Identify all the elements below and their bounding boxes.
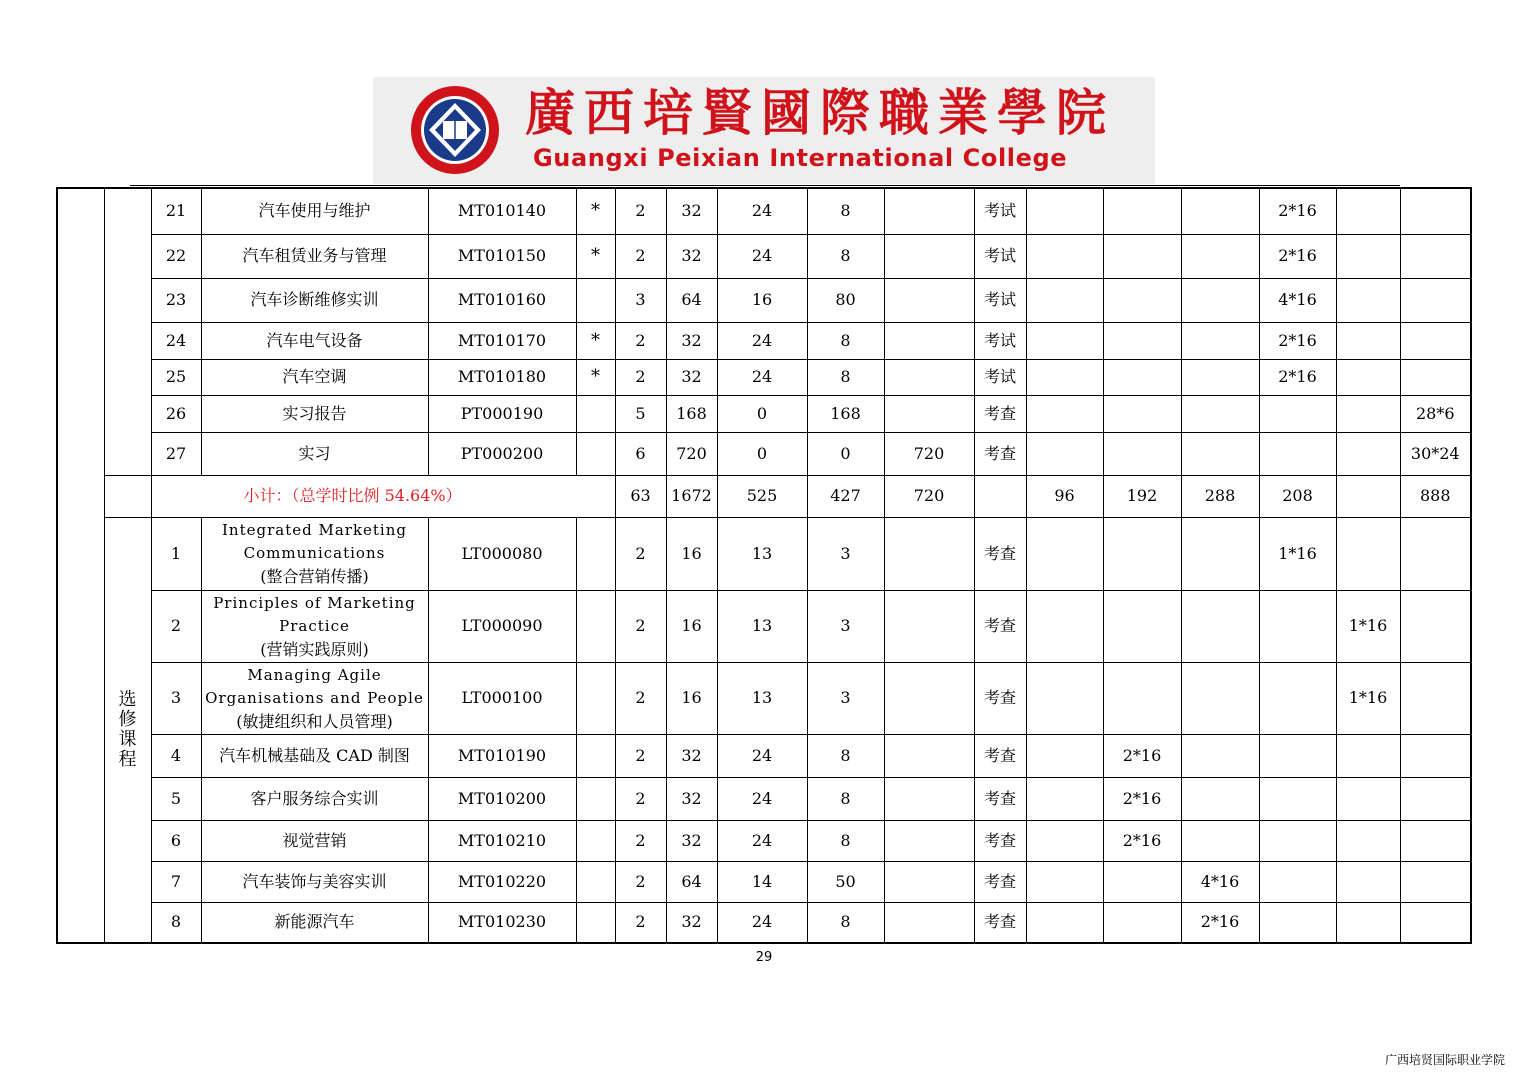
total-hours: 64 — [666, 861, 717, 902]
elective-category-label — [104, 517, 151, 943]
credit: 2 — [615, 777, 666, 820]
subtotal-assess — [974, 475, 1026, 517]
theory-hours: 13 — [717, 590, 807, 662]
intensive-hours — [884, 734, 974, 777]
table-row — [57, 395, 1471, 432]
subtotal-semester-5 — [1336, 475, 1400, 517]
semester-6 — [1400, 322, 1471, 359]
total-hours: 32 — [666, 359, 717, 395]
intensive-hours — [884, 359, 974, 395]
core-mark — [576, 278, 615, 322]
course-name-chinese: (整合营销传播) — [260, 567, 369, 586]
theory-hours: 24 — [717, 322, 807, 359]
semester-3 — [1181, 395, 1259, 432]
semester-1 — [1026, 517, 1103, 590]
table-row — [57, 590, 1471, 662]
course-name: 视觉营销 — [201, 820, 428, 861]
course-code: PT000200 — [428, 432, 576, 475]
semester-4 — [1259, 820, 1336, 861]
course-code: MT010190 — [428, 734, 576, 777]
practice-hours: 3 — [807, 517, 884, 590]
semester-5 — [1336, 777, 1400, 820]
total-hours: 32 — [666, 734, 717, 777]
core-mark — [576, 590, 615, 662]
semester-2 — [1103, 432, 1181, 475]
subtotal-credit: 63 — [615, 475, 666, 517]
practice-hours: 8 — [807, 234, 884, 278]
semester-1 — [1026, 902, 1103, 943]
semester-5 — [1336, 820, 1400, 861]
semester-1 — [1026, 359, 1103, 395]
semester-5 — [1336, 517, 1400, 590]
semester-2: 2*16 — [1103, 820, 1181, 861]
total-hours: 32 — [666, 777, 717, 820]
semester-4 — [1259, 777, 1336, 820]
semester-1 — [1026, 234, 1103, 278]
intensive-hours — [884, 662, 974, 734]
semester-3 — [1181, 820, 1259, 861]
semester-1 — [1026, 777, 1103, 820]
credit: 2 — [615, 662, 666, 734]
footer-school-name: 广西培贤国际职业学院 — [1384, 1053, 1505, 1067]
semester-3 — [1181, 590, 1259, 662]
assessment-method: 考试 — [974, 234, 1026, 278]
semester-3 — [1181, 359, 1259, 395]
semester-6: 30*24 — [1400, 432, 1471, 475]
semester-4 — [1259, 662, 1336, 734]
course-name: 实习报告 — [201, 395, 428, 432]
assessment-method: 考查 — [974, 820, 1026, 861]
intensive-hours — [884, 861, 974, 902]
core-mark — [576, 432, 615, 475]
course-number: 5 — [151, 777, 201, 820]
course-name-english: Integrated Marketing Communications — [221, 521, 407, 562]
intensive-hours — [884, 234, 974, 278]
theory-hours: 0 — [717, 432, 807, 475]
semester-4: 2*16 — [1259, 188, 1336, 234]
course-number: 27 — [151, 432, 201, 475]
course-number: 2 — [151, 590, 201, 662]
semester-3: 4*16 — [1181, 861, 1259, 902]
credit: 2 — [615, 188, 666, 234]
course-number: 25 — [151, 359, 201, 395]
course-name: 汽车租赁业务与管理 — [201, 234, 428, 278]
semester-2 — [1103, 861, 1181, 902]
semester-1 — [1026, 820, 1103, 861]
semester-2 — [1103, 278, 1181, 322]
subtotal-semester-1: 96 — [1026, 475, 1103, 517]
course-number: 8 — [151, 902, 201, 943]
practice-hours: 3 — [807, 590, 884, 662]
theory-hours: 13 — [717, 662, 807, 734]
credit: 2 — [615, 590, 666, 662]
intensive-hours — [884, 590, 974, 662]
course-number: 6 — [151, 820, 201, 861]
table-row — [57, 861, 1471, 902]
intensive-hours — [884, 777, 974, 820]
assessment-method: 考查 — [974, 902, 1026, 943]
table-row — [57, 777, 1471, 820]
practice-hours: 8 — [807, 777, 884, 820]
semester-6 — [1400, 820, 1471, 861]
table-row — [57, 734, 1471, 777]
core-mark: * — [576, 188, 615, 234]
total-hours: 32 — [666, 322, 717, 359]
core-mark — [576, 734, 615, 777]
course-name: 汽车装饰与美容实训 — [201, 861, 428, 902]
course-code: PT000190 — [428, 395, 576, 432]
semester-3 — [1181, 734, 1259, 777]
header-banner — [373, 77, 1155, 184]
core-mark — [576, 820, 615, 861]
semester-2 — [1103, 590, 1181, 662]
subtotal-hours: 1672 — [666, 475, 717, 517]
total-hours: 16 — [666, 517, 717, 590]
page-number: 29 — [755, 950, 773, 965]
credit: 2 — [615, 861, 666, 902]
credit: 2 — [615, 517, 666, 590]
semester-5 — [1336, 359, 1400, 395]
course-name — [201, 662, 428, 734]
intensive-hours — [884, 820, 974, 861]
assessment-method: 考查 — [974, 517, 1026, 590]
semester-3 — [1181, 322, 1259, 359]
semester-1 — [1026, 278, 1103, 322]
semester-2: 2*16 — [1103, 734, 1181, 777]
course-code: MT010170 — [428, 322, 576, 359]
subtotal-row — [57, 475, 1471, 517]
semester-5 — [1336, 188, 1400, 234]
semester-2 — [1103, 234, 1181, 278]
total-hours: 32 — [666, 188, 717, 234]
theory-hours: 16 — [717, 278, 807, 322]
semester-4: 2*16 — [1259, 234, 1336, 278]
core-mark — [576, 902, 615, 943]
semester-1 — [1026, 861, 1103, 902]
subtotal-semester-3: 288 — [1181, 475, 1259, 517]
total-hours: 168 — [666, 395, 717, 432]
curriculum-table — [56, 187, 1472, 944]
semester-4: 1*16 — [1259, 517, 1336, 590]
semester-1 — [1026, 590, 1103, 662]
practice-hours: 50 — [807, 861, 884, 902]
semester-1 — [1026, 662, 1103, 734]
semester-4 — [1259, 861, 1336, 902]
core-mark — [576, 395, 615, 432]
semester-6 — [1400, 861, 1471, 902]
core-mark — [576, 777, 615, 820]
college-name-chinese: 廣西培賢國際職業學院 — [525, 83, 1115, 142]
course-name-chinese: (营销实践原则) — [260, 639, 369, 659]
intensive-hours — [884, 395, 974, 432]
core-mark — [576, 662, 615, 734]
semester-5 — [1336, 861, 1400, 902]
semester-6 — [1400, 278, 1471, 322]
assessment-method: 考试 — [974, 188, 1026, 234]
theory-hours: 24 — [717, 188, 807, 234]
course-number: 3 — [151, 662, 201, 734]
semester-2 — [1103, 359, 1181, 395]
core-mark: * — [576, 359, 615, 395]
table-top-rule — [130, 185, 1400, 186]
semester-2 — [1103, 662, 1181, 734]
table-row — [57, 359, 1471, 395]
course-number: 1 — [151, 517, 201, 590]
semester-3 — [1181, 777, 1259, 820]
course-code: MT010230 — [428, 902, 576, 943]
credit: 2 — [615, 359, 666, 395]
theory-hours: 0 — [717, 395, 807, 432]
course-name: 汽车空调 — [201, 359, 428, 395]
course-code: MT010160 — [428, 278, 576, 322]
semester-6 — [1400, 188, 1471, 234]
course-name-chinese: (敏捷组织和人员管理) — [236, 711, 393, 731]
course-number: 4 — [151, 734, 201, 777]
course-code: LT000080 — [428, 517, 576, 590]
table-row — [57, 902, 1471, 943]
semester-4 — [1259, 902, 1336, 943]
credit: 6 — [615, 432, 666, 475]
subtotal-practice: 427 — [807, 475, 884, 517]
assessment-method: 考查 — [974, 861, 1026, 902]
course-code: MT010150 — [428, 234, 576, 278]
semester-6 — [1400, 734, 1471, 777]
required-category-cell — [104, 188, 151, 475]
course-name — [201, 517, 428, 590]
credit: 2 — [615, 322, 666, 359]
total-hours: 64 — [666, 278, 717, 322]
subtotal-semester-4: 208 — [1259, 475, 1336, 517]
practice-hours: 3 — [807, 662, 884, 734]
semester-1 — [1026, 395, 1103, 432]
semester-6 — [1400, 777, 1471, 820]
total-hours: 32 — [666, 234, 717, 278]
practice-hours: 8 — [807, 734, 884, 777]
credit: 2 — [615, 234, 666, 278]
theory-hours: 14 — [717, 861, 807, 902]
assessment-method: 考试 — [974, 278, 1026, 322]
course-name — [201, 590, 428, 662]
semester-4 — [1259, 734, 1336, 777]
course-code: MT010220 — [428, 861, 576, 902]
assessment-method: 考查 — [974, 395, 1026, 432]
subtotal-semester-2: 192 — [1103, 475, 1181, 517]
assessment-method: 考试 — [974, 322, 1026, 359]
intensive-hours — [884, 188, 974, 234]
semester-3 — [1181, 432, 1259, 475]
subtotal-theory: 525 — [717, 475, 807, 517]
semester-5: 1*16 — [1336, 590, 1400, 662]
practice-hours: 168 — [807, 395, 884, 432]
course-name: 实习 — [201, 432, 428, 475]
semester-5 — [1336, 234, 1400, 278]
semester-5 — [1336, 734, 1400, 777]
course-number: 7 — [151, 861, 201, 902]
theory-hours: 13 — [717, 517, 807, 590]
semester-1 — [1026, 432, 1103, 475]
elective-label-char: 选 — [118, 688, 137, 710]
practice-hours: 8 — [807, 188, 884, 234]
course-code: MT010210 — [428, 820, 576, 861]
course-name: 汽车诊断维修实训 — [201, 278, 428, 322]
course-code: LT000090 — [428, 590, 576, 662]
total-hours: 16 — [666, 662, 717, 734]
semester-6 — [1400, 662, 1471, 734]
semester-2: 2*16 — [1103, 777, 1181, 820]
elective-label-char: 修 — [118, 708, 137, 730]
theory-hours: 24 — [717, 234, 807, 278]
theory-hours: 24 — [717, 359, 807, 395]
semester-3 — [1181, 517, 1259, 590]
intensive-hours: 720 — [884, 432, 974, 475]
semester-5 — [1336, 278, 1400, 322]
course-name-english: Principles of Marketing Practice — [213, 593, 416, 635]
core-mark — [576, 517, 615, 590]
semester-3 — [1181, 188, 1259, 234]
elective-label-char: 课 — [118, 728, 137, 750]
credit: 5 — [615, 395, 666, 432]
semester-5 — [1336, 322, 1400, 359]
semester-2 — [1103, 322, 1181, 359]
course-name: 新能源汽车 — [201, 902, 428, 943]
intensive-hours — [884, 517, 974, 590]
semester-4: 2*16 — [1259, 359, 1336, 395]
credit: 2 — [615, 902, 666, 943]
table-row — [57, 820, 1471, 861]
practice-hours: 80 — [807, 278, 884, 322]
semester-5 — [1336, 902, 1400, 943]
credit: 2 — [615, 734, 666, 777]
theory-hours: 24 — [717, 777, 807, 820]
practice-hours: 8 — [807, 322, 884, 359]
practice-hours: 8 — [807, 359, 884, 395]
assessment-method: 考查 — [974, 662, 1026, 734]
semester-4 — [1259, 432, 1336, 475]
semester-2 — [1103, 395, 1181, 432]
subtotal-blank — [104, 475, 151, 517]
semester-3 — [1181, 278, 1259, 322]
table-row — [57, 662, 1471, 734]
semester-3 — [1181, 662, 1259, 734]
semester-4 — [1259, 395, 1336, 432]
semester-3: 2*16 — [1181, 902, 1259, 943]
semester-1 — [1026, 734, 1103, 777]
course-number: 21 — [151, 188, 201, 234]
total-hours: 32 — [666, 902, 717, 943]
semester-6 — [1400, 590, 1471, 662]
table-row — [57, 234, 1471, 278]
assessment-method: 考查 — [974, 734, 1026, 777]
intensive-hours — [884, 902, 974, 943]
college-logo — [389, 85, 521, 175]
practice-hours: 8 — [807, 820, 884, 861]
elective-label-char: 程 — [118, 748, 137, 770]
semester-5 — [1336, 395, 1400, 432]
semester-4 — [1259, 590, 1336, 662]
semester-6 — [1400, 234, 1471, 278]
table-row — [57, 278, 1471, 322]
subtotal-intensive: 720 — [884, 475, 974, 517]
theory-hours: 24 — [717, 734, 807, 777]
outer-category-cell — [57, 188, 104, 943]
semester-2 — [1103, 902, 1181, 943]
course-number: 26 — [151, 395, 201, 432]
table-row — [57, 322, 1471, 359]
course-number: 24 — [151, 322, 201, 359]
semester-6: 28*6 — [1400, 395, 1471, 432]
assessment-method: 考试 — [974, 359, 1026, 395]
credit: 3 — [615, 278, 666, 322]
intensive-hours — [884, 322, 974, 359]
semester-1 — [1026, 188, 1103, 234]
semester-4: 2*16 — [1259, 322, 1336, 359]
theory-hours: 24 — [717, 820, 807, 861]
semester-2 — [1103, 517, 1181, 590]
semester-6 — [1400, 902, 1471, 943]
theory-hours: 24 — [717, 902, 807, 943]
subtotal-label: 小计：（总学时比例 54.64%） — [151, 475, 615, 517]
course-code: MT010180 — [428, 359, 576, 395]
semester-1 — [1026, 322, 1103, 359]
semester-2 — [1103, 188, 1181, 234]
table-row — [57, 517, 1471, 590]
semester-5 — [1336, 432, 1400, 475]
table-row — [57, 432, 1471, 475]
core-mark: * — [576, 234, 615, 278]
total-hours: 720 — [666, 432, 717, 475]
subtotal-semester-6: 888 — [1400, 475, 1471, 517]
course-name-english: Managing Agile Organisations and People — [205, 665, 424, 707]
course-number: 22 — [151, 234, 201, 278]
intensive-hours — [884, 278, 974, 322]
assessment-method: 考查 — [974, 590, 1026, 662]
course-name: 汽车机械基础及 CAD 制图 — [201, 734, 428, 777]
core-mark: * — [576, 322, 615, 359]
table-row — [57, 188, 1471, 234]
course-name: 汽车电气设备 — [201, 322, 428, 359]
credit: 2 — [615, 820, 666, 861]
college-name-english: Guangxi Peixian International College — [533, 144, 1068, 172]
course-code: MT010200 — [428, 777, 576, 820]
semester-6 — [1400, 517, 1471, 590]
semester-4: 4*16 — [1259, 278, 1336, 322]
total-hours: 32 — [666, 820, 717, 861]
assessment-method: 考查 — [974, 777, 1026, 820]
assessment-method: 考查 — [974, 432, 1026, 475]
practice-hours: 8 — [807, 902, 884, 943]
semester-3 — [1181, 234, 1259, 278]
course-number: 23 — [151, 278, 201, 322]
semester-6 — [1400, 359, 1471, 395]
course-name: 汽车使用与维护 — [201, 188, 428, 234]
course-code: LT000100 — [428, 662, 576, 734]
practice-hours: 0 — [807, 432, 884, 475]
course-code: MT010140 — [428, 188, 576, 234]
course-name: 客户服务综合实训 — [201, 777, 428, 820]
semester-5: 1*16 — [1336, 662, 1400, 734]
core-mark — [576, 861, 615, 902]
total-hours: 16 — [666, 590, 717, 662]
